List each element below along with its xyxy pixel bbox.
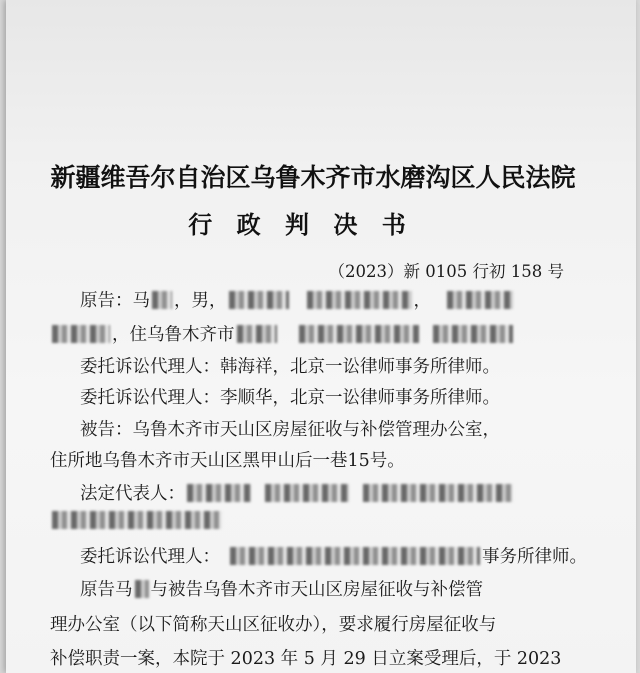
redaction-mark [237,325,277,343]
document-type: 行 政 判 决 书 [188,210,414,239]
redaction-mark [229,291,289,309]
agent-3-label: 委托诉讼代理人： [80,547,220,567]
agent-1: 委托诉讼代理人：韩海祥，北京一讼律师事务所律师。 [80,357,500,377]
redaction-mark [52,325,110,343]
redaction-mark [299,325,419,343]
redaction-mark [230,547,480,565]
legal-representative-cont [50,511,224,531]
paragraph-3: 补偿职责一案，本院于 2023 年 5 月 29 日立案受理后，于 2023 [50,649,562,669]
agent-2: 委托诉讼代理人：李顺华，北京一讼律师事务所律师。 [80,388,500,408]
redaction-mark [152,291,172,309]
agent-3-firm: 事务所律师。 [482,547,587,567]
plaintiff-line [80,287,515,312]
redaction-mark [447,291,513,309]
defendant-address: 住所地乌鲁木齐市天山区黑甲山后一巷15号。 [50,451,405,471]
court-name: 新疆维吾尔自治区乌鲁木齐市水磨沟区人民法院 [50,163,576,192]
plaintiff-label: 原告：马 [80,291,150,311]
case-number: （2023）新 0105 行初 158 号 [328,262,564,281]
plaintiff-address-line [50,321,515,346]
agent-3 [80,543,587,568]
redaction-mark [135,580,149,598]
redaction-mark [52,511,222,529]
defendant: 被告：乌鲁木齐市天山区房屋征收与补偿管理办公室， [80,420,500,440]
redaction-mark [363,484,513,502]
paragraph-2: 理办公室（以下简称天山区征收办），要求履行房屋征收与 [50,615,497,635]
plaintiff-address: ，住乌鲁木齐市 [112,325,235,345]
paragraph-1 [80,576,483,601]
paragraph-1-start: 原告马 [80,580,133,600]
legal-representative-label: 法定代表人： [80,484,185,504]
redaction-mark [265,484,349,502]
legal-representative-line [80,480,515,505]
redaction-mark [187,484,251,502]
document-page [6,0,636,673]
redaction-mark [433,325,513,343]
paragraph-1-rest: 与被告乌鲁木齐市天山区房屋征收与补偿管 [150,580,483,600]
plaintiff-sep: ， [413,291,431,311]
plaintiff-gender: ，男， [174,291,227,311]
redaction-mark [307,291,412,309]
